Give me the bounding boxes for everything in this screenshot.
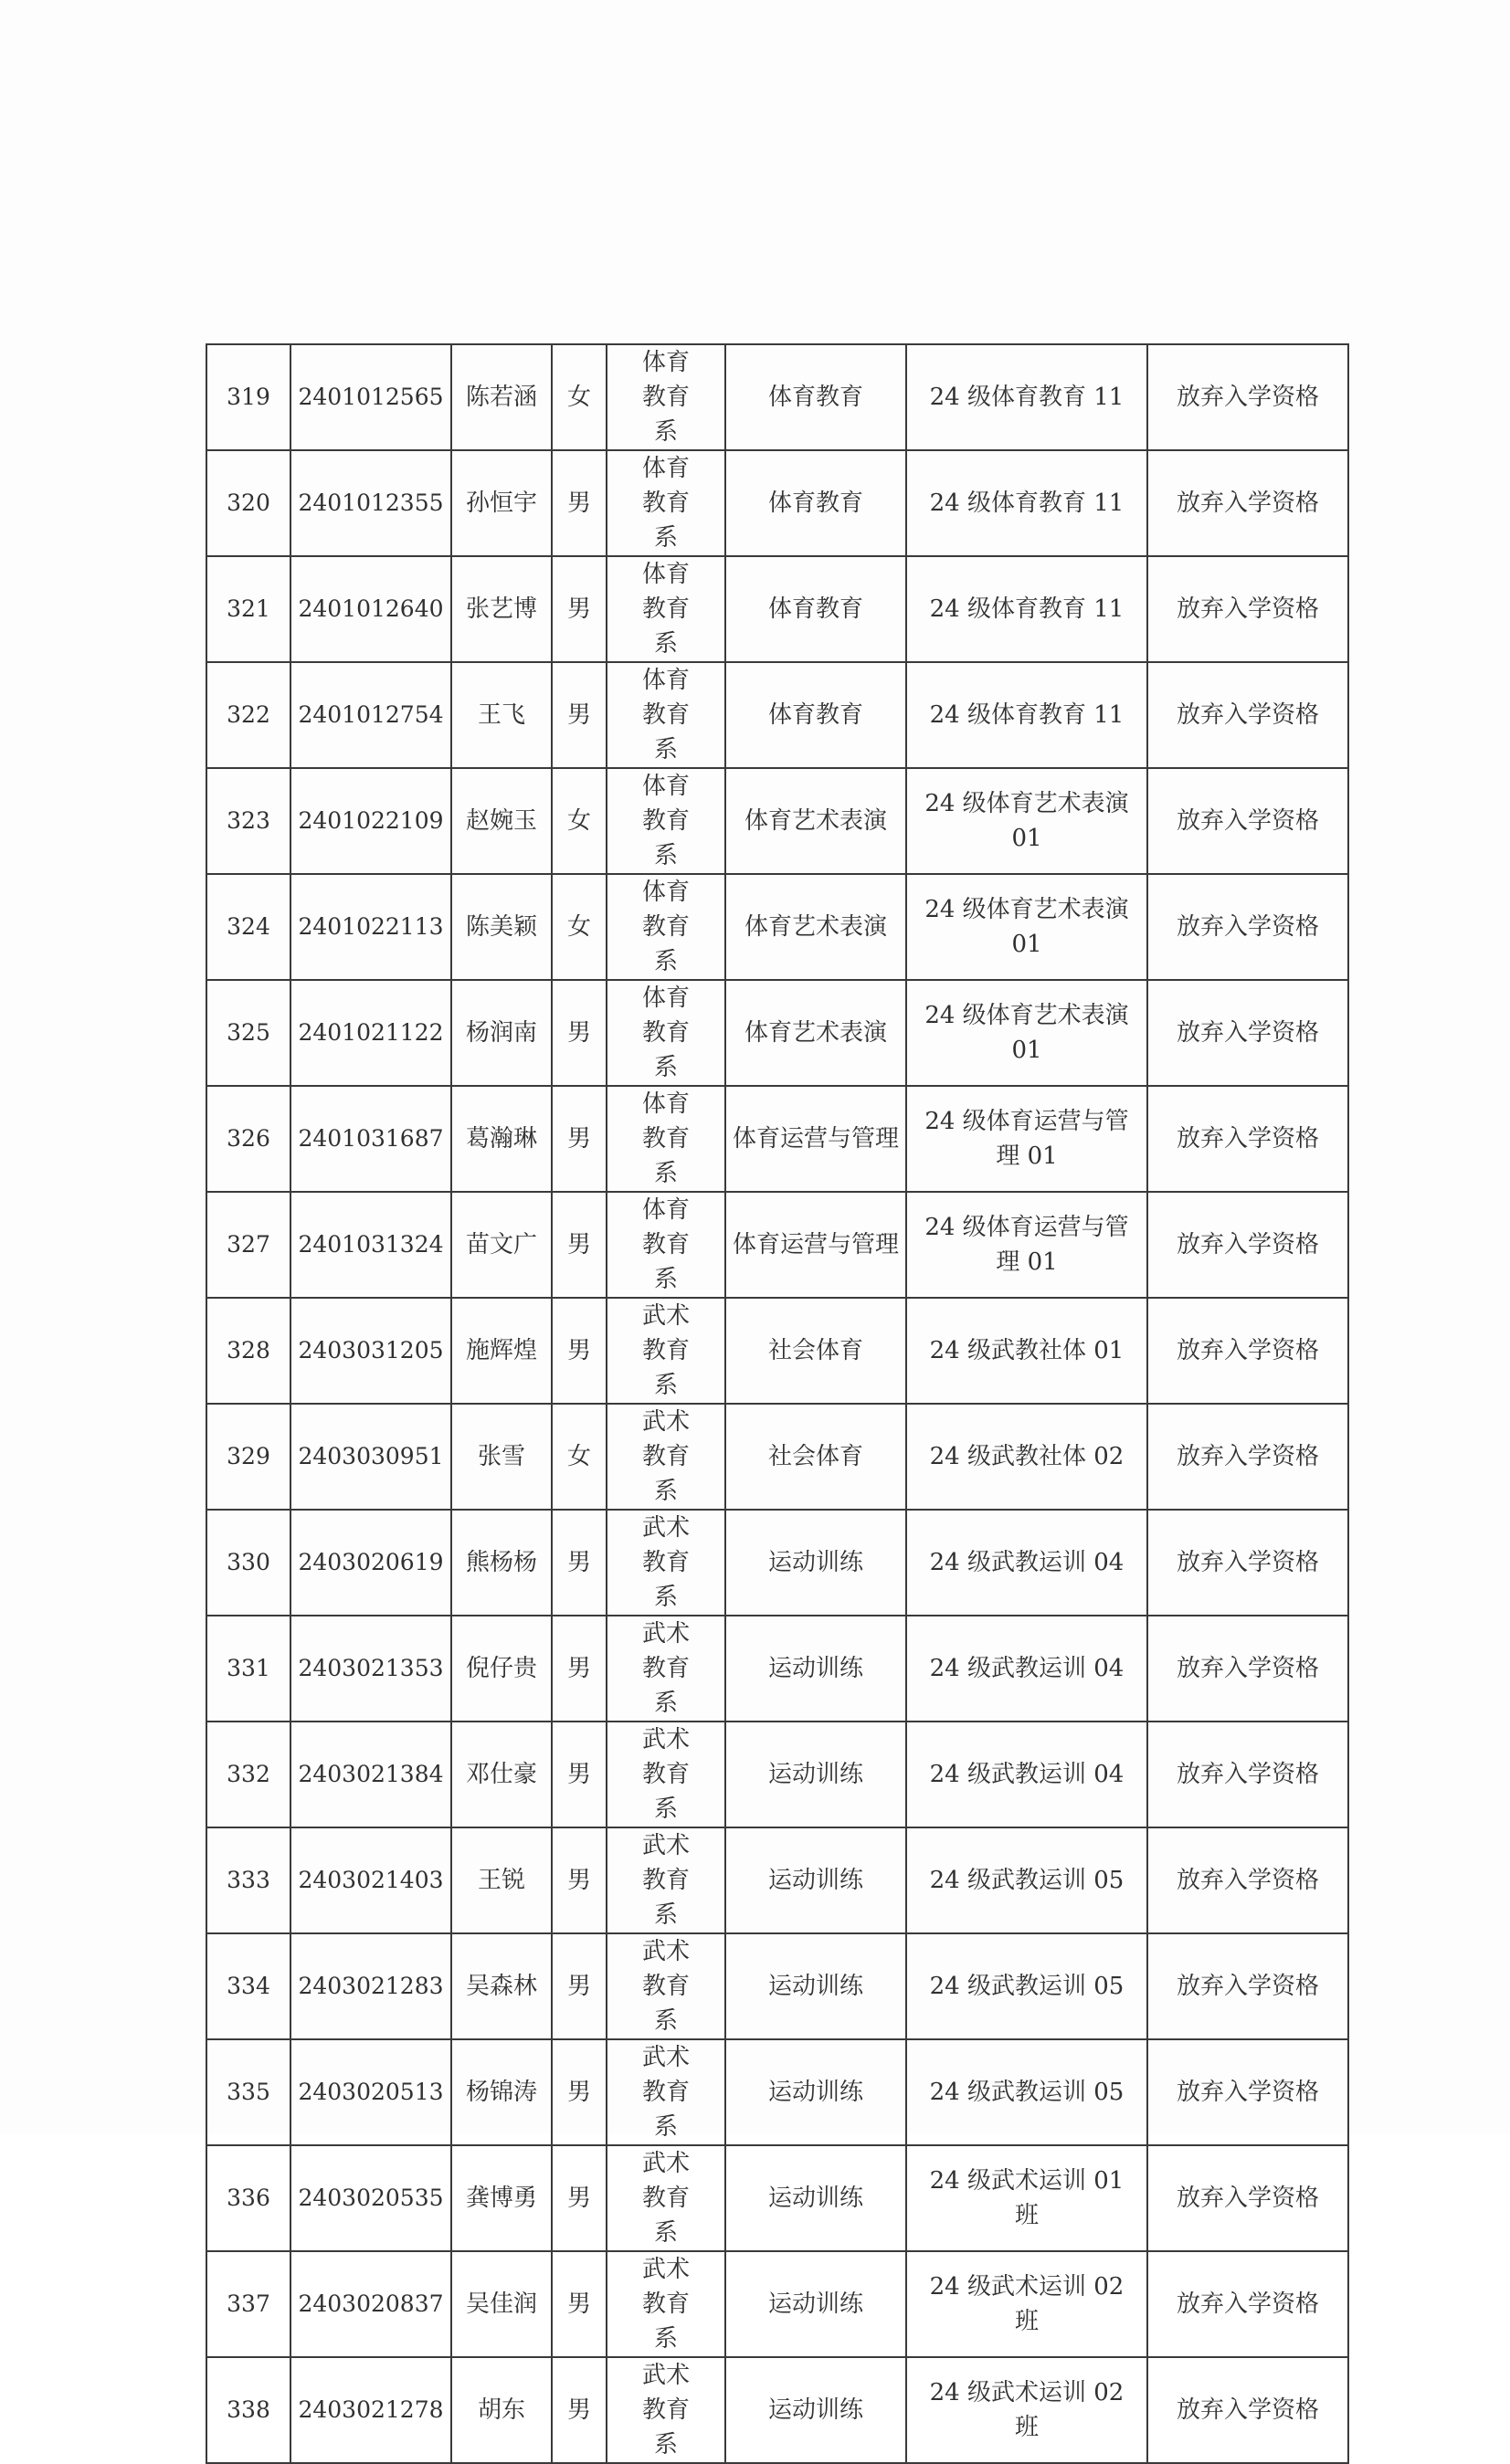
cell-class-text: 24 级武教运训 04 — [929, 1761, 1125, 1788]
cell-class-text: 24 级体育艺术表演 01 — [924, 790, 1129, 852]
cell-gender: 男 — [552, 450, 607, 556]
cell-student-name: 陈美颖 — [451, 874, 552, 980]
cell-student-name: 熊杨杨 — [451, 1510, 552, 1616]
cell-seq-no: 334 — [206, 1933, 290, 2039]
cell-student-id: 2403021384 — [290, 1722, 451, 1827]
cell-department-text: 体育教育系 — [641, 985, 690, 1081]
cell-student-name: 邓仕豪 — [451, 1722, 552, 1827]
cell-gender: 男 — [552, 2251, 607, 2357]
cell-major-text: 体育艺术表演 — [744, 807, 887, 835]
cell-student-id: 2401012565 — [290, 344, 451, 450]
cell-gender: 女 — [552, 344, 607, 450]
cell-major-text: 运动训练 — [767, 1549, 863, 1576]
cell-student-id: 2403021403 — [290, 1827, 451, 1933]
cell-department-text: 体育教育系 — [641, 455, 690, 552]
cell-department-text: 武术教育系 — [641, 2044, 690, 2141]
cell-major — [725, 2251, 906, 2357]
table-row — [206, 450, 1348, 556]
cell-department-text: 体育教育系 — [641, 561, 690, 658]
cell-department — [607, 1933, 725, 2039]
cell-department-text: 武术教育系 — [641, 1408, 690, 1505]
cell-department — [607, 1086, 725, 1192]
cell-department — [607, 344, 725, 450]
cell-class — [906, 344, 1147, 450]
cell-major-text: 运动训练 — [767, 2290, 863, 2318]
cell-student-name: 葛瀚琳 — [451, 1086, 552, 1192]
table-row — [206, 662, 1348, 768]
cell-seq-no: 330 — [206, 1510, 290, 1616]
cell-major — [725, 1616, 906, 1722]
cell-status: 放弃入学资格 — [1147, 1722, 1348, 1827]
cell-department-text: 武术教育系 — [641, 1514, 690, 1611]
cell-class — [906, 2145, 1147, 2251]
cell-major-text: 体育教育 — [767, 490, 863, 517]
cell-major — [725, 1192, 906, 1298]
cell-major — [725, 1404, 906, 1510]
cell-status: 放弃入学资格 — [1147, 2251, 1348, 2357]
cell-department — [607, 2145, 725, 2251]
cell-student-name: 杨润南 — [451, 980, 552, 1086]
cell-class — [906, 1827, 1147, 1933]
cell-department-text: 体育教育系 — [641, 879, 690, 975]
cell-gender: 男 — [552, 2145, 607, 2251]
cell-class-text: 24 级武教运训 04 — [929, 1549, 1125, 1576]
cell-student-id: 2401012754 — [290, 662, 451, 768]
cell-major — [725, 874, 906, 980]
cell-seq-no: 329 — [206, 1404, 290, 1510]
cell-seq-no: 338 — [206, 2357, 290, 2463]
cell-seq-no: 333 — [206, 1827, 290, 1933]
cell-gender: 男 — [552, 1933, 607, 2039]
cell-department-text: 武术教育系 — [641, 1726, 690, 1823]
cell-department-text: 武术教育系 — [641, 2362, 690, 2459]
table-row — [206, 556, 1348, 662]
cell-student-name: 龚博勇 — [451, 2145, 552, 2251]
cell-department — [607, 662, 725, 768]
cell-status: 放弃入学资格 — [1147, 344, 1348, 450]
cell-class — [906, 1192, 1147, 1298]
cell-class-text: 24 级体育教育 11 — [929, 384, 1125, 411]
cell-major-text: 社会体育 — [767, 1337, 863, 1364]
cell-status: 放弃入学资格 — [1147, 450, 1348, 556]
cell-major-text: 运动训练 — [767, 1655, 863, 1682]
table-row — [206, 344, 1348, 450]
cell-major — [725, 1510, 906, 1616]
cell-class — [906, 1616, 1147, 1722]
cell-class — [906, 450, 1147, 556]
cell-student-name: 苗文广 — [451, 1192, 552, 1298]
cell-student-name: 吴森林 — [451, 1933, 552, 2039]
cell-class — [906, 2357, 1147, 2463]
cell-student-id: 2401021122 — [290, 980, 451, 1086]
roster-body — [206, 344, 1348, 2463]
cell-gender: 男 — [552, 1298, 607, 1404]
cell-major-text: 体育运营与管理 — [733, 1231, 900, 1258]
table-row — [206, 1086, 1348, 1192]
table-row — [206, 1722, 1348, 1827]
cell-seq-no: 323 — [206, 768, 290, 874]
cell-department — [607, 2357, 725, 2463]
cell-gender: 男 — [552, 1086, 607, 1192]
cell-status: 放弃入学资格 — [1147, 1404, 1348, 1510]
cell-department — [607, 1827, 725, 1933]
cell-status: 放弃入学资格 — [1147, 1616, 1348, 1722]
cell-class — [906, 1722, 1147, 1827]
cell-status: 放弃入学资格 — [1147, 2039, 1348, 2145]
cell-seq-no: 326 — [206, 1086, 290, 1192]
cell-class — [906, 874, 1147, 980]
cell-class — [906, 768, 1147, 874]
cell-major-text: 体育教育 — [767, 384, 863, 411]
cell-department — [607, 556, 725, 662]
cell-gender: 女 — [552, 768, 607, 874]
cell-major — [725, 768, 906, 874]
cell-department — [607, 1192, 725, 1298]
cell-student-id: 2403031205 — [290, 1298, 451, 1404]
cell-seq-no: 320 — [206, 450, 290, 556]
cell-seq-no: 325 — [206, 980, 290, 1086]
cell-status: 放弃入学资格 — [1147, 1827, 1348, 1933]
cell-class — [906, 1404, 1147, 1510]
cell-status: 放弃入学资格 — [1147, 980, 1348, 1086]
cell-seq-no: 327 — [206, 1192, 290, 1298]
cell-status: 放弃入学资格 — [1147, 1510, 1348, 1616]
table-row — [206, 2357, 1348, 2463]
cell-class-text: 24 级武教运训 05 — [929, 2079, 1125, 2106]
cell-major-text: 体育运营与管理 — [733, 1125, 900, 1153]
cell-class — [906, 1510, 1147, 1616]
cell-class — [906, 1933, 1147, 2039]
cell-department-text: 武术教育系 — [641, 1620, 690, 1717]
cell-major-text: 体育教育 — [767, 595, 863, 623]
cell-student-id: 2403020837 — [290, 2251, 451, 2357]
cell-department-text: 体育教育系 — [641, 1196, 690, 1293]
cell-class-text: 24 级体育教育 11 — [929, 701, 1125, 729]
cell-class — [906, 662, 1147, 768]
student-roster-table — [206, 343, 1349, 2464]
cell-class-text: 24 级武教社体 02 — [929, 1443, 1125, 1470]
cell-class-text: 24 级武术运训 01 班 — [929, 2167, 1125, 2229]
cell-student-name: 陈若涵 — [451, 344, 552, 450]
cell-student-id: 2403020619 — [290, 1510, 451, 1616]
cell-status: 放弃入学资格 — [1147, 1298, 1348, 1404]
table-row — [206, 1298, 1348, 1404]
cell-class — [906, 980, 1147, 1086]
cell-department-text: 体育教育系 — [641, 349, 690, 446]
cell-department-text: 武术教育系 — [641, 2256, 690, 2353]
cell-gender: 男 — [552, 1616, 607, 1722]
table-row — [206, 1933, 1348, 2039]
cell-status: 放弃入学资格 — [1147, 662, 1348, 768]
cell-student-id: 2401031687 — [290, 1086, 451, 1192]
cell-seq-no: 321 — [206, 556, 290, 662]
cell-major-text: 体育艺术表演 — [744, 1019, 887, 1047]
cell-student-id: 2403021278 — [290, 2357, 451, 2463]
cell-student-name: 倪仔贵 — [451, 1616, 552, 1722]
cell-status: 放弃入学资格 — [1147, 1192, 1348, 1298]
cell-class — [906, 556, 1147, 662]
cell-major — [725, 1827, 906, 1933]
cell-major-text: 运动训练 — [767, 2079, 863, 2106]
cell-student-name: 张雪 — [451, 1404, 552, 1510]
cell-status: 放弃入学资格 — [1147, 556, 1348, 662]
cell-seq-no: 336 — [206, 2145, 290, 2251]
cell-class-text: 24 级武教运训 05 — [929, 1867, 1125, 1894]
cell-class-text: 24 级武教运训 05 — [929, 1973, 1125, 2000]
cell-major-text: 社会体育 — [767, 1443, 863, 1470]
cell-major — [725, 344, 906, 450]
cell-major — [725, 556, 906, 662]
cell-major — [725, 450, 906, 556]
cell-student-name: 施辉煌 — [451, 1298, 552, 1404]
table-row — [206, 2145, 1348, 2251]
cell-class-text: 24 级体育艺术表演 01 — [924, 1002, 1129, 1064]
cell-major — [725, 1933, 906, 2039]
cell-student-id: 2403021283 — [290, 1933, 451, 2039]
cell-department — [607, 1404, 725, 1510]
cell-seq-no: 322 — [206, 662, 290, 768]
cell-major — [725, 2357, 906, 2463]
cell-gender: 男 — [552, 556, 607, 662]
cell-seq-no: 332 — [206, 1722, 290, 1827]
cell-class-text: 24 级体育运营与管理 01 — [924, 1108, 1129, 1170]
cell-department-text: 武术教育系 — [641, 2150, 690, 2247]
cell-status: 放弃入学资格 — [1147, 768, 1348, 874]
cell-major — [725, 980, 906, 1086]
cell-department — [607, 980, 725, 1086]
cell-seq-no: 337 — [206, 2251, 290, 2357]
cell-status: 放弃入学资格 — [1147, 1086, 1348, 1192]
cell-major-text: 运动训练 — [767, 2185, 863, 2212]
cell-gender: 男 — [552, 1192, 607, 1298]
cell-class-text: 24 级武教社体 01 — [929, 1337, 1125, 1364]
cell-major-text: 运动训练 — [767, 1973, 863, 2000]
table-row — [206, 1827, 1348, 1933]
cell-student-id: 2401012640 — [290, 556, 451, 662]
cell-status: 放弃入学资格 — [1147, 2145, 1348, 2251]
cell-seq-no: 331 — [206, 1616, 290, 1722]
table-row — [206, 2039, 1348, 2145]
cell-class — [906, 1086, 1147, 1192]
cell-class-text: 24 级体育运营与管理 01 — [924, 1214, 1129, 1276]
cell-student-name: 张艺博 — [451, 556, 552, 662]
cell-class — [906, 2251, 1147, 2357]
cell-major — [725, 1722, 906, 1827]
cell-gender: 男 — [552, 2357, 607, 2463]
cell-department-text: 体育教育系 — [641, 773, 690, 869]
cell-department — [607, 2251, 725, 2357]
cell-gender: 女 — [552, 1404, 607, 1510]
cell-department — [607, 1510, 725, 1616]
cell-department-text: 体育教育系 — [641, 1090, 690, 1187]
cell-class-text: 24 级体育艺术表演 01 — [924, 896, 1129, 958]
table-row — [206, 980, 1348, 1086]
cell-gender: 男 — [552, 980, 607, 1086]
cell-status: 放弃入学资格 — [1147, 2357, 1348, 2463]
cell-student-name: 吴佳润 — [451, 2251, 552, 2357]
cell-class-text: 24 级体育教育 11 — [929, 490, 1125, 517]
cell-department — [607, 1722, 725, 1827]
cell-major-text: 运动训练 — [767, 2396, 863, 2424]
cell-major-text: 运动训练 — [767, 1761, 863, 1788]
cell-student-name: 王飞 — [451, 662, 552, 768]
cell-class — [906, 2039, 1147, 2145]
cell-department-text: 武术教育系 — [641, 1938, 690, 2035]
cell-student-id: 2403020535 — [290, 2145, 451, 2251]
table-row — [206, 1616, 1348, 1722]
cell-department — [607, 1616, 725, 1722]
cell-major-text: 体育教育 — [767, 701, 863, 729]
cell-student-id: 2401031324 — [290, 1192, 451, 1298]
cell-seq-no: 324 — [206, 874, 290, 980]
cell-major — [725, 2039, 906, 2145]
cell-student-id: 2403030951 — [290, 1404, 451, 1510]
table-row — [206, 2251, 1348, 2357]
cell-department — [607, 768, 725, 874]
cell-gender: 男 — [552, 662, 607, 768]
cell-department — [607, 1298, 725, 1404]
cell-department — [607, 450, 725, 556]
cell-status: 放弃入学资格 — [1147, 1933, 1348, 2039]
cell-student-id: 2401022109 — [290, 768, 451, 874]
cell-seq-no: 335 — [206, 2039, 290, 2145]
cell-student-id: 2401022113 — [290, 874, 451, 980]
cell-student-name: 杨锦涛 — [451, 2039, 552, 2145]
table-row — [206, 1404, 1348, 1510]
cell-class-text: 24 级武教运训 04 — [929, 1655, 1125, 1682]
cell-major — [725, 662, 906, 768]
cell-class-text: 24 级武术运训 02 班 — [929, 2273, 1125, 2335]
cell-major-text: 体育艺术表演 — [744, 913, 887, 941]
cell-gender: 女 — [552, 874, 607, 980]
cell-student-name: 王锐 — [451, 1827, 552, 1933]
table-row — [206, 874, 1348, 980]
table-row — [206, 1192, 1348, 1298]
cell-student-id: 2403020513 — [290, 2039, 451, 2145]
cell-major-text: 运动训练 — [767, 1867, 863, 1894]
cell-class — [906, 1298, 1147, 1404]
cell-student-name: 赵婉玉 — [451, 768, 552, 874]
cell-major — [725, 1298, 906, 1404]
cell-seq-no: 328 — [206, 1298, 290, 1404]
table-row — [206, 1510, 1348, 1616]
cell-student-id: 2403021353 — [290, 1616, 451, 1722]
cell-student-name: 胡东 — [451, 2357, 552, 2463]
cell-gender: 男 — [552, 1827, 607, 1933]
cell-department — [607, 874, 725, 980]
cell-department — [607, 2039, 725, 2145]
cell-major — [725, 2145, 906, 2251]
cell-gender: 男 — [552, 2039, 607, 2145]
cell-class-text: 24 级体育教育 11 — [929, 595, 1125, 623]
cell-department-text: 武术教育系 — [641, 1302, 690, 1399]
cell-gender: 男 — [552, 1510, 607, 1616]
cell-student-name: 孙恒宇 — [451, 450, 552, 556]
cell-gender: 男 — [552, 1722, 607, 1827]
cell-seq-no: 319 — [206, 344, 290, 450]
cell-class-text: 24 级武术运训 02 班 — [929, 2379, 1125, 2441]
cell-status: 放弃入学资格 — [1147, 874, 1348, 980]
cell-major — [725, 1086, 906, 1192]
cell-department-text: 武术教育系 — [641, 1832, 690, 1929]
table-row — [206, 768, 1348, 874]
cell-department-text: 体育教育系 — [641, 667, 690, 763]
cell-student-id: 2401012355 — [290, 450, 451, 556]
